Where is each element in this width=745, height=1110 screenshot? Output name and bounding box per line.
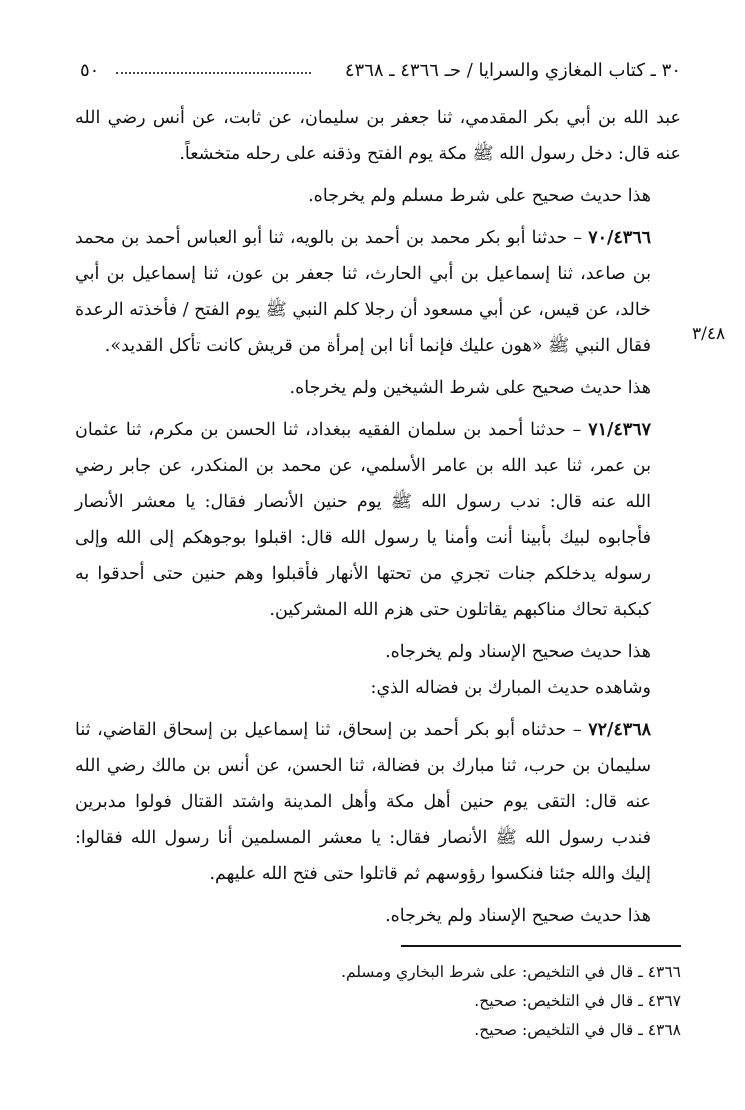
hadith-number: ٧٢/٤٣٦٨	[588, 720, 651, 740]
hadith-continuation: عبد الله بن أبي بكر المقدمي، ثنا جعفر بن سليمان، عن ثابت، عن أنس رضي الله عنه قال: دخل رسول الله ﷺ مكة يوم الفتح وذقنه على رحله متخشعاً.	[75, 108, 681, 164]
page-number: ٥٠	[80, 60, 100, 81]
hadith-4368: ٧٢/٤٣٦٨ – حدثناه أبو بكر أحمد بن إسحاق، ثنا إسماعيل بن إسحاق القاضي، ثنا سليمان بن حرب، ثنا مبارك بن فضالة، ثنا الحسن، عن أنس بن مالك رضي الله عنه قال: التقى يوم حنين أهل مكة وأهل المدينة واشتد القتال فولوا مدبرين فندب رسول الله ﷺ الأنصار فقال: يا معشر المسلمين أنا رسول الله فقالوا: إليك والله جئنا فنكسوا رؤوسهم ثم قاتلوا حتى فتح الله عليهم.	[75, 720, 651, 884]
footnote: ٤٣٦٧ ـ قال في التلخيص: صحيح.	[474, 992, 681, 1010]
main-text	[75, 100, 681, 934]
hadith-4366: ٧٠/٤٣٦٦ – حدثنا أبو بكر محمد بن أحمد بن بالويه، ثنا أبو العباس أحمد بن محمد بن صاعد، ثنا إسماعيل بن أبي الحارث، ثنا جعفر بن عون، ثنا إسماعيل بن أبي خالد، عن قيس، عن أبي مسعود أن رجلا كلم النبي ﷺ يوم الفتح / فأخذته الرعدة فقال النبي ﷺ «هون عليك فإنما أنا ابن إمرأة من قريش كانت تأكل القديد».	[74, 228, 651, 356]
header-dotted-leader	[116, 72, 311, 74]
running-header	[80, 58, 681, 92]
footnote: ٤٣٦٦ ـ قال في التلخيص: على شرط البخاري ومسلم.	[341, 963, 681, 981]
hadith-number: ٧٠/٤٣٦٦	[588, 228, 651, 248]
margin-reference: ٣/٤٨	[692, 324, 726, 344]
grading-note: هذا حديث صحيح الإسناد ولم يخرجاه.	[385, 642, 651, 662]
grading-note: هذا حديث صحيح الإسناد ولم يخرجاه.	[385, 906, 651, 926]
grading-note: هذا حديث صحيح على شرط الشيخين ولم يخرجاه.	[289, 378, 651, 398]
footnote: ٤٣٦٨ ـ قال في التلخيص: صحيح.	[474, 1021, 681, 1039]
hadith-4367: ٧١/٤٣٦٧ – حدثنا أحمد بن سلمان الفقيه ببغداد، ثنا الحسن بن مكرم، ثنا عثمان بن عمر، ثنا عبد الله بن عامر الأسلمي، عن محمد بن المنكدر، عن جابر رضي الله عنه قال: ندب رسول الله ﷺ يوم حنين الأنصار فقال: يا معشر الأنصار فأجابوه لبيك بأبينا أنت وأمنا يا رسول الله قال: اقبلوا بوجوهكم إلى الله وإلى رسوله يدخلكم جنات تجري من تحتها الأنهار فأقبلوا وهم حنين حتى أحدقوا به كبكبة تحاك مناكبهم يقاتلون حتى هزم الله المشركين.	[75, 420, 651, 620]
footnotes	[75, 958, 681, 1045]
header-title: ٣٠ ـ كتاب المغازي والسرايا / حـ ٤٣٦٦ ـ ٤٣٦٨	[344, 60, 681, 81]
footnote-divider	[401, 945, 681, 947]
grading-note: هذا حديث صحيح على شرط مسلم ولم يخرجاه.	[308, 186, 651, 206]
supporting-narration-note: وشاهده حديث المبارك بن فضاله الذي:	[370, 678, 651, 698]
hadith-number: ٧١/٤٣٦٧	[588, 420, 651, 440]
